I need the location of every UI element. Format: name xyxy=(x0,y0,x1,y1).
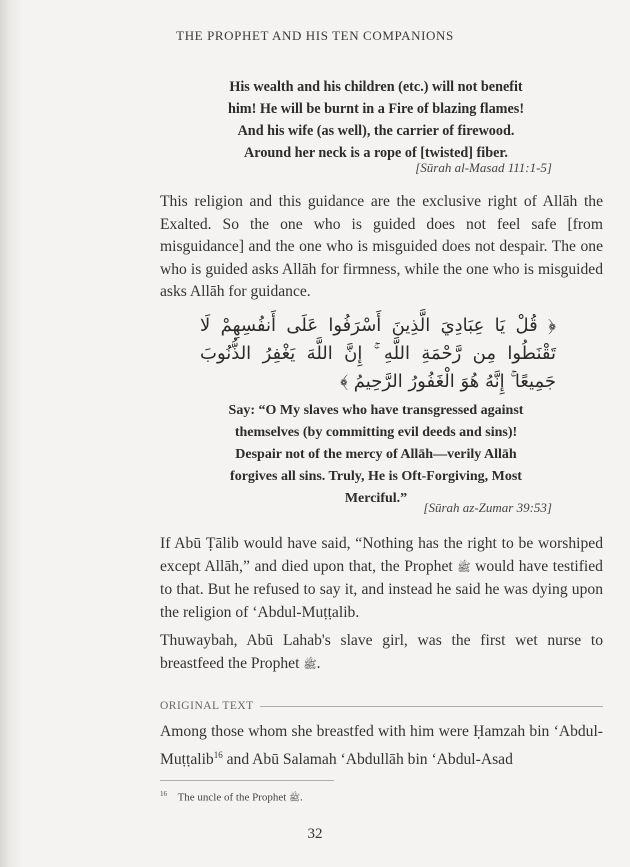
verse-citation-masad: [Sūrah al-Masad 111:1-5] xyxy=(415,160,552,175)
paragraph-abu-talib xyxy=(160,533,603,624)
verse-line: Around her neck is a rope of [twisted] fiber. xyxy=(244,145,508,161)
running-head: THE PROPHET AND HIS TEN COMPANIONS xyxy=(176,28,454,43)
verse-line: His wealth and his children (etc.) will not benefit xyxy=(229,79,523,95)
footnote-reference[interactable]: 16 xyxy=(213,749,223,760)
paragraph-text: would have testified to that. But he refused to say it, and instead he said he was dying upon the religion of ‘Abdul-Muṭṭalib. xyxy=(160,557,603,621)
section-label-text: ORIGINAL TEXT xyxy=(160,700,254,712)
verse-line: Despair not of the mercy of Allāh—verily Allāh xyxy=(235,447,517,462)
footnote-text: . xyxy=(299,791,303,804)
verse-translation-masad xyxy=(200,76,552,164)
salutation-mark: ﷺ xyxy=(289,793,300,804)
paragraph-text: . xyxy=(316,654,321,672)
page-number: 32 xyxy=(307,826,323,842)
verse-line: forgives all sins. Truly, He is Oft-Forgiving, Most xyxy=(230,469,522,484)
paragraph-text: Thuwaybah, Abū Lahab's slave girl, was the first wet nurse to breastfeed the Prophet xyxy=(160,632,603,672)
section-rule xyxy=(260,706,603,707)
verse-line: Say: “O My slaves who have transgressed against xyxy=(228,403,524,418)
paragraph-guidance: This religion and this guidance are the exclusive right of Allāh the Exalted. So the one who is guided does not feel safe [from misguidance] and the one who is misguided does not despair. The one who is guided asks Allāh for firmness, while the one who is misguided asks Allāh for guidance. xyxy=(160,193,603,300)
paragraph-thuwaybah xyxy=(160,630,603,676)
paragraph-original-text xyxy=(160,721,603,771)
arabic-verse: ﴿ قُلْ يَا عِبَادِيَ الَّذِينَ أَسْرَفُوا عَلَى أَنفُسِهِمْ لَا تَقْنَطُوا مِن رَّحْمَةِ اللَّهِ ۚ إِنَّ اللَّهَ يَغْفِرُ الذُّنُوبَ جَمِيعًا ۚ إِنَّهُ هُوَ الْغَفُورُ الرَّحِيمُ ﴾ xyxy=(200,315,556,392)
footnote-number: 16 xyxy=(160,790,167,798)
salutation-mark: ﷺ xyxy=(457,560,471,574)
paragraph-text: and Abū Salamah ‘Abdullāh bin ‘Abdul-Asad xyxy=(222,750,513,768)
paragraph-text: Among those whom she breastfed with him were Ḥamzah bin ‘Abdul-Muṭṭalib xyxy=(160,723,603,768)
verse-line: And his wife (as well), the carrier of firewood. xyxy=(237,123,515,139)
salutation-mark: ﷺ xyxy=(303,657,317,671)
verse-line: him! He will be burnt in a Fire of blazing flames! xyxy=(227,101,525,117)
footnote-rule xyxy=(160,780,334,781)
section-label-original-text xyxy=(160,698,603,714)
verse-translation-zumar xyxy=(200,400,552,510)
footnote xyxy=(160,790,303,806)
verse-line: themselves (by committing evil deeds and sins)! xyxy=(234,425,518,440)
paragraph-text: If Abū Ṭālib would have said, “Nothing has the right to be worshiped except Allāh,” and died upon that, the Prophet xyxy=(160,535,603,575)
verse-line: Merciful.” xyxy=(344,491,408,506)
footnote-text: The uncle of the Prophet xyxy=(177,791,287,804)
page-gutter-shadow xyxy=(0,0,24,867)
verse-citation-zumar: [Sūrah az-Zumar 39:53] xyxy=(423,500,552,515)
